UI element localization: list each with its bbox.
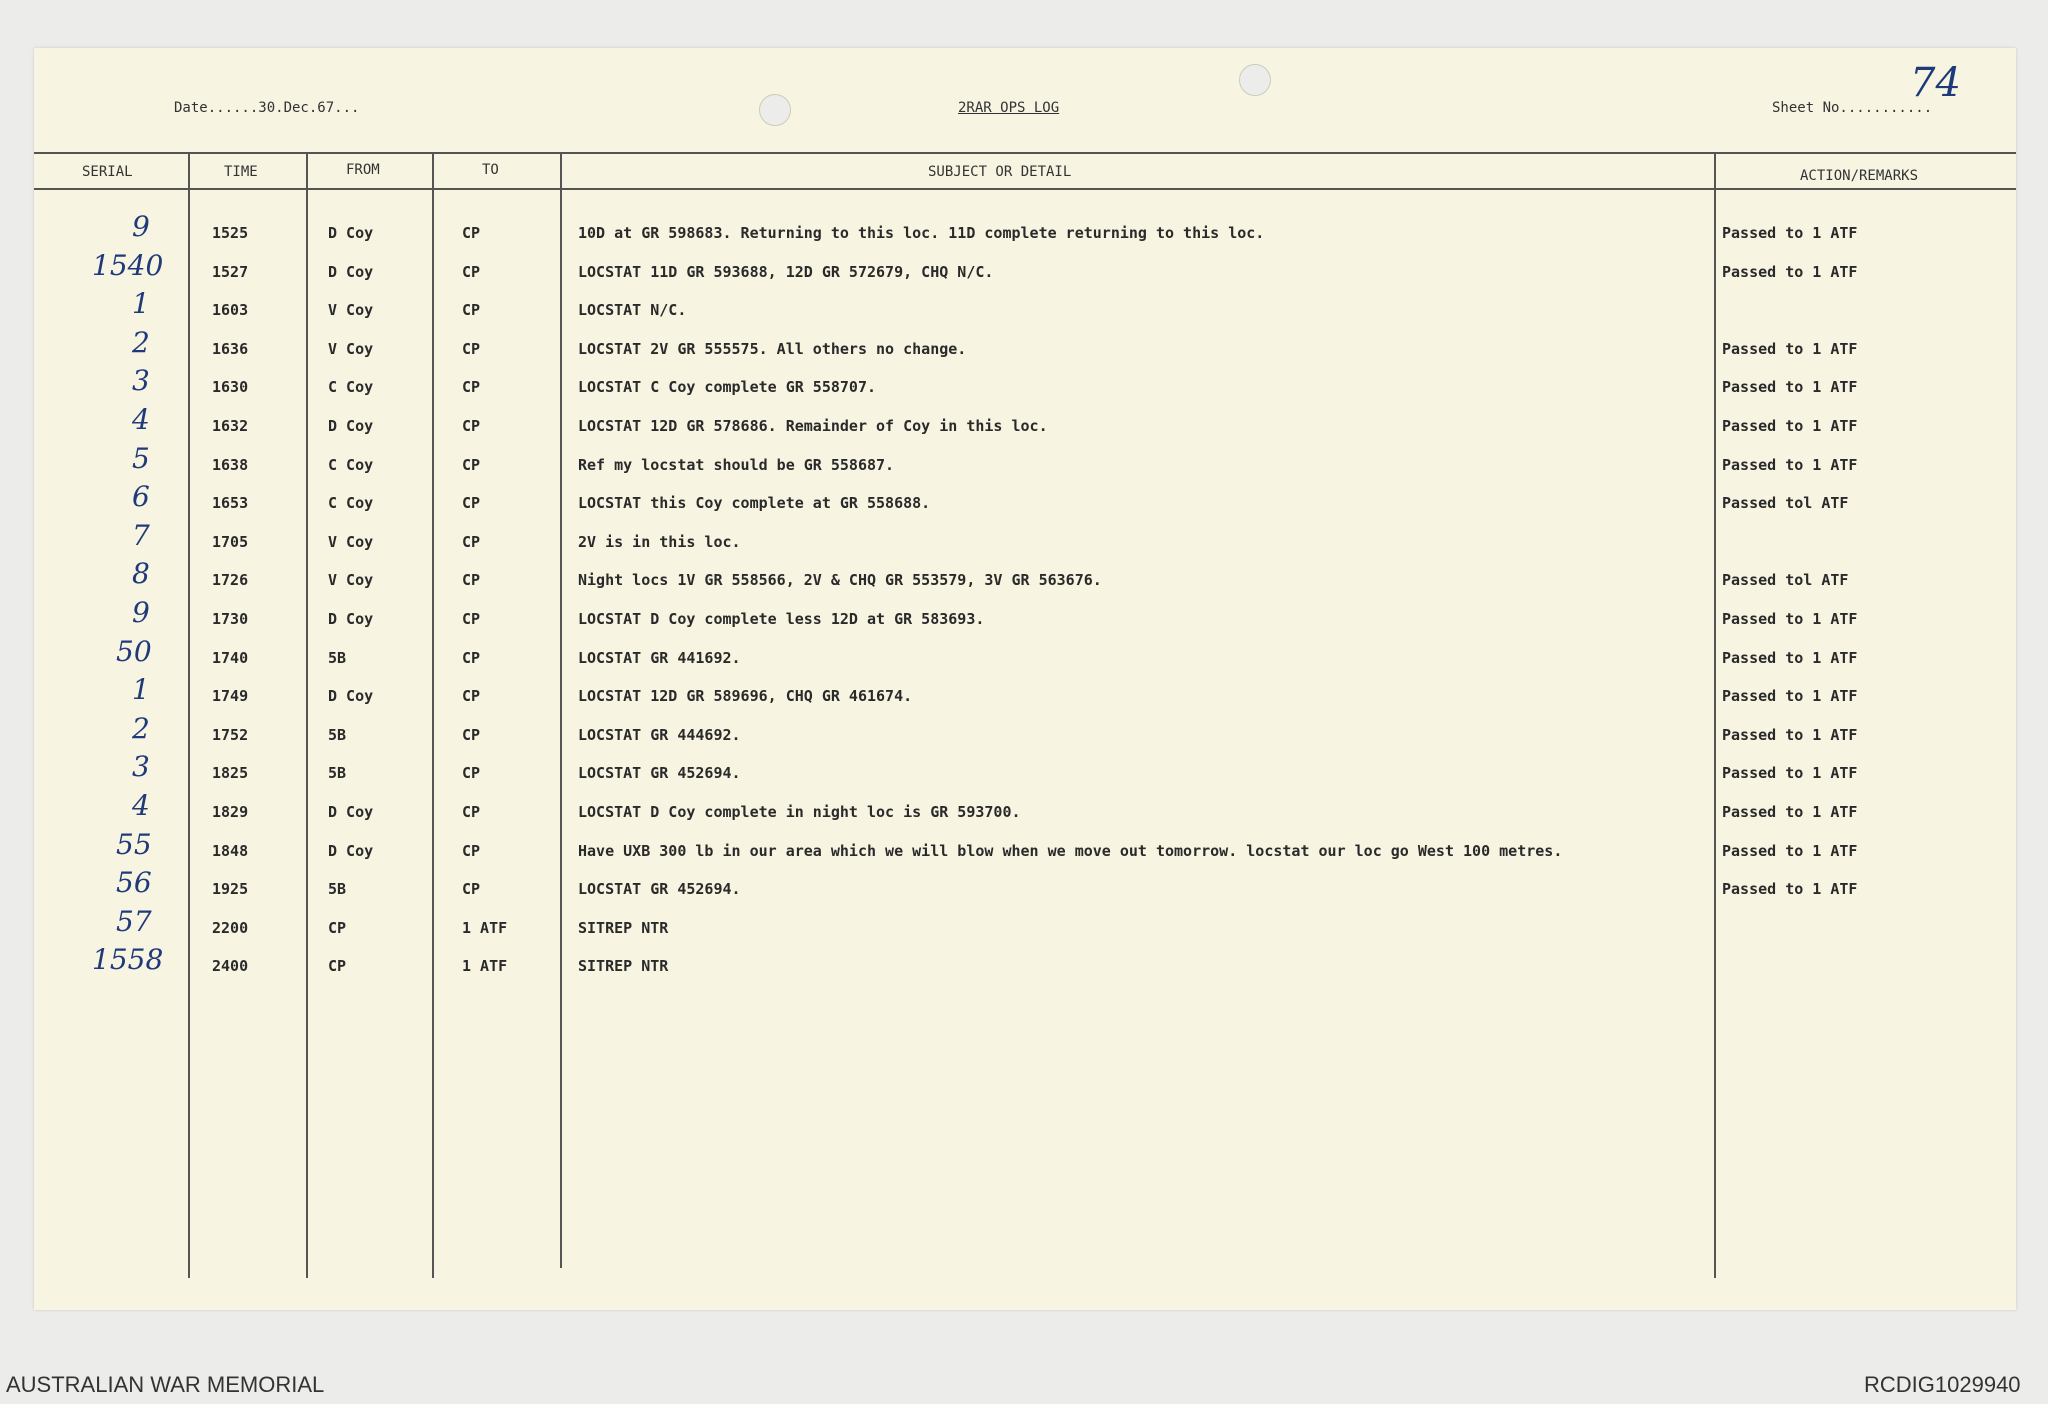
cell-serial: 6 [132, 480, 150, 514]
cell-subject: LOCSTAT 12D GR 589696, CHQ GR 461674. [578, 687, 913, 706]
cell-from: V Coy [328, 532, 374, 551]
cell-from: 5B [328, 648, 347, 667]
cell-time: 1705 [212, 532, 249, 551]
cell-action: Passed to 1 ATF [1722, 455, 1858, 474]
cell-action: Passed to 1 ATF [1722, 803, 1858, 821]
cell-time: 1848 [212, 841, 249, 860]
cell-serial: 3 [132, 364, 150, 398]
cell-serial: 4 [132, 789, 150, 822]
cell-time: 1638 [212, 455, 249, 474]
cell-from: 5B [328, 880, 347, 899]
cell-serial: 1 [132, 673, 150, 707]
cell-action: Passed to 1 ATF [1722, 417, 1858, 435]
cell-subject: LOCSTAT GR 444692. [578, 725, 741, 744]
cell-time: 1752 [212, 725, 249, 744]
cell-subject: 10D at GR 598683. Returning to this loc. 11D complete returning to this loc. [578, 224, 1265, 242]
table-row [34, 482, 2016, 520]
cell-action: Passed tol ATF [1722, 494, 1849, 513]
cell-from: C Coy [328, 455, 374, 474]
column-header-subject: SUBJECT OR DETAIL [928, 164, 1072, 180]
cell-time: 1730 [212, 610, 249, 628]
cell-time: 2400 [212, 957, 249, 976]
cell-action: Passed to 1 ATF [1722, 648, 1858, 667]
table-row [34, 289, 2016, 327]
cell-action: Passed to 1 ATF [1722, 339, 1858, 358]
date-field [174, 100, 359, 116]
cell-subject: LOCSTAT 12D GR 578686. Remainder of Coy in this loc. [578, 417, 1048, 435]
cell-to: CP [462, 687, 481, 706]
cell-subject: SITREP NTR [578, 918, 669, 937]
cell-serial: 4 [132, 403, 150, 436]
cell-to: CP [462, 301, 481, 320]
column-header-action: ACTION/REMARKS [1800, 168, 1919, 184]
cell-time: 1749 [212, 687, 249, 706]
column-header-to: TO [482, 162, 499, 178]
cell-action: Passed to 1 ATF [1722, 764, 1858, 783]
table-row [34, 634, 2016, 675]
cell-serial: 1 [132, 287, 150, 321]
cell-subject: LOCSTAT N/C. [578, 301, 687, 320]
cell-serial: 8 [132, 557, 150, 591]
column-header-time: TIME [224, 164, 258, 180]
sheet-number-field [1772, 100, 1932, 116]
cell-to: CP [462, 880, 481, 899]
cell-to: 1 ATF [462, 918, 508, 937]
cell-time: 1632 [212, 417, 249, 435]
cell-time: 1825 [212, 764, 249, 783]
cell-time: 1636 [212, 339, 249, 358]
sheet-number-value: 74 [1910, 60, 1961, 106]
cell-from: C Coy [328, 494, 374, 513]
table-row [34, 248, 2016, 289]
cell-to: CP [462, 339, 481, 358]
cell-subject: LOCSTAT GR 452694. [578, 764, 741, 783]
cell-subject: SITREP NTR [578, 957, 669, 976]
cell-from: D Coy [328, 224, 374, 242]
cell-action: Passed to 1 ATF [1722, 687, 1858, 706]
log-sheet [34, 48, 2016, 1310]
cell-from: D Coy [328, 610, 374, 628]
cell-from: D Coy [328, 417, 374, 435]
cell-from: C Coy [328, 378, 374, 397]
cell-to: CP [462, 571, 481, 590]
cell-serial: 50 [116, 634, 152, 668]
cell-from: V Coy [328, 301, 374, 320]
cell-to: CP [462, 610, 481, 628]
cell-subject: LOCSTAT 11D GR 593688, 12D GR 572679, CHQ N/C. [578, 262, 994, 281]
table-row [34, 827, 2016, 868]
cell-from: V Coy [328, 339, 374, 358]
cell-serial: 7 [132, 518, 150, 552]
date-value: ......30.Dec.67... [207, 100, 360, 116]
cell-action: Passed to 1 ATF [1722, 725, 1858, 744]
cell-subject: LOCSTAT GR 452694. [578, 880, 741, 899]
cell-action: Passed to 1 ATF [1722, 378, 1858, 397]
table-row [34, 366, 2016, 404]
cell-subject: LOCSTAT this Coy complete at GR 558688. [578, 494, 931, 513]
cell-action: Passed to 1 ATF [1722, 224, 1858, 242]
table-row [34, 598, 2016, 636]
table-row [34, 518, 2016, 559]
cell-time: 1603 [212, 301, 249, 320]
cell-to: CP [462, 725, 481, 744]
cell-time: 1527 [212, 262, 249, 281]
table-row [34, 945, 2016, 983]
cell-subject: LOCSTAT D Coy complete less 12D at GR 583693. [578, 610, 985, 628]
cell-time: 1925 [212, 880, 249, 899]
column-header-serial: SERIAL [82, 164, 133, 180]
cell-subject: LOCSTAT C Coy complete GR 558707. [578, 378, 877, 397]
cell-serial: 2 [132, 711, 150, 745]
cell-to: CP [462, 648, 481, 667]
cell-subject: Ref my locstat should be GR 558687. [578, 455, 895, 474]
table-row [34, 325, 2016, 366]
table-row [34, 791, 2016, 829]
cell-from: CP [328, 957, 347, 976]
cell-to: CP [462, 224, 481, 242]
cell-serial: 55 [116, 827, 152, 861]
table-row [34, 904, 2016, 945]
cell-serial: 9 [132, 210, 150, 243]
cell-subject: LOCSTAT D Coy complete in night loc is GR 593700. [578, 803, 1021, 821]
header-bottom-rule [34, 188, 2016, 190]
cell-time: 1653 [212, 494, 249, 513]
cell-serial: 3 [132, 750, 150, 784]
cell-subject: 2V is in this loc. [578, 532, 741, 551]
cell-action: Passed to 1 ATF [1722, 262, 1858, 281]
cell-serial: 5 [132, 441, 150, 475]
cell-to: CP [462, 378, 481, 397]
cell-serial: 1540 [92, 248, 164, 282]
cell-action: Passed tol ATF [1722, 571, 1849, 590]
cell-from: D Coy [328, 803, 374, 821]
sheet-dots: .......... [1847, 100, 1933, 116]
cell-subject: Night locs 1V GR 558566, 2V & CHQ GR 553579, 3V GR 563676. [578, 571, 1102, 590]
table-row [34, 711, 2016, 752]
cell-to: CP [462, 494, 481, 513]
cell-from: 5B [328, 725, 347, 744]
cell-time: 1726 [212, 571, 249, 590]
cell-time: 2200 [212, 918, 249, 937]
table-row [34, 212, 2016, 250]
cell-time: 1740 [212, 648, 249, 667]
cell-from: V Coy [328, 571, 374, 590]
log-title: 2RAR OPS LOG [958, 100, 1060, 116]
table-row [34, 752, 2016, 790]
cell-to: CP [462, 455, 481, 474]
cell-serial: 1558 [92, 943, 164, 977]
footer-record-id: RCDIG1029940 [1864, 1372, 2021, 1397]
cell-to: CP [462, 532, 481, 551]
header-top-rule [34, 152, 2016, 154]
table-row [34, 405, 2016, 443]
cell-serial: 9 [132, 596, 150, 629]
cell-to: CP [462, 764, 481, 783]
footer-archive-name: AUSTRALIAN WAR MEMORIAL [6, 1372, 325, 1397]
cell-from: D Coy [328, 262, 374, 281]
cell-time: 1630 [212, 378, 249, 397]
cell-from: CP [328, 918, 347, 937]
cell-from: D Coy [328, 841, 374, 860]
table-row [34, 559, 2016, 597]
cell-time: 1829 [212, 803, 249, 821]
cell-to: CP [462, 262, 481, 281]
cell-to: CP [462, 841, 481, 860]
cell-action: Passed to 1 ATF [1722, 610, 1858, 628]
cell-to: 1 ATF [462, 957, 508, 976]
table-row [34, 675, 2016, 713]
cell-from: D Coy [328, 687, 374, 706]
cell-serial: 2 [132, 325, 150, 359]
punch-hole-left [759, 94, 791, 126]
cell-subject: Have UXB 300 lb in our area which we will blow when we move out tomorrow. locstat our loc go West 100 metres. [578, 841, 1563, 860]
cell-action: Passed to 1 ATF [1722, 880, 1858, 899]
cell-subject: LOCSTAT GR 441692. [578, 648, 741, 667]
cell-action: Passed to 1 ATF [1722, 841, 1858, 860]
cell-subject: LOCSTAT 2V GR 555575. All others no change. [578, 339, 967, 358]
cell-to: CP [462, 417, 481, 435]
cell-from: 5B [328, 764, 347, 783]
date-label: Date [174, 100, 208, 116]
column-header-from: FROM [346, 162, 380, 178]
cell-serial: 57 [116, 904, 152, 938]
sheet-label: Sheet No. [1772, 100, 1848, 116]
cell-serial: 56 [116, 866, 152, 900]
cell-time: 1525 [212, 224, 249, 242]
table-row [34, 868, 2016, 906]
punch-hole-right [1239, 64, 1271, 96]
table-row [34, 441, 2016, 482]
cell-to: CP [462, 803, 481, 821]
